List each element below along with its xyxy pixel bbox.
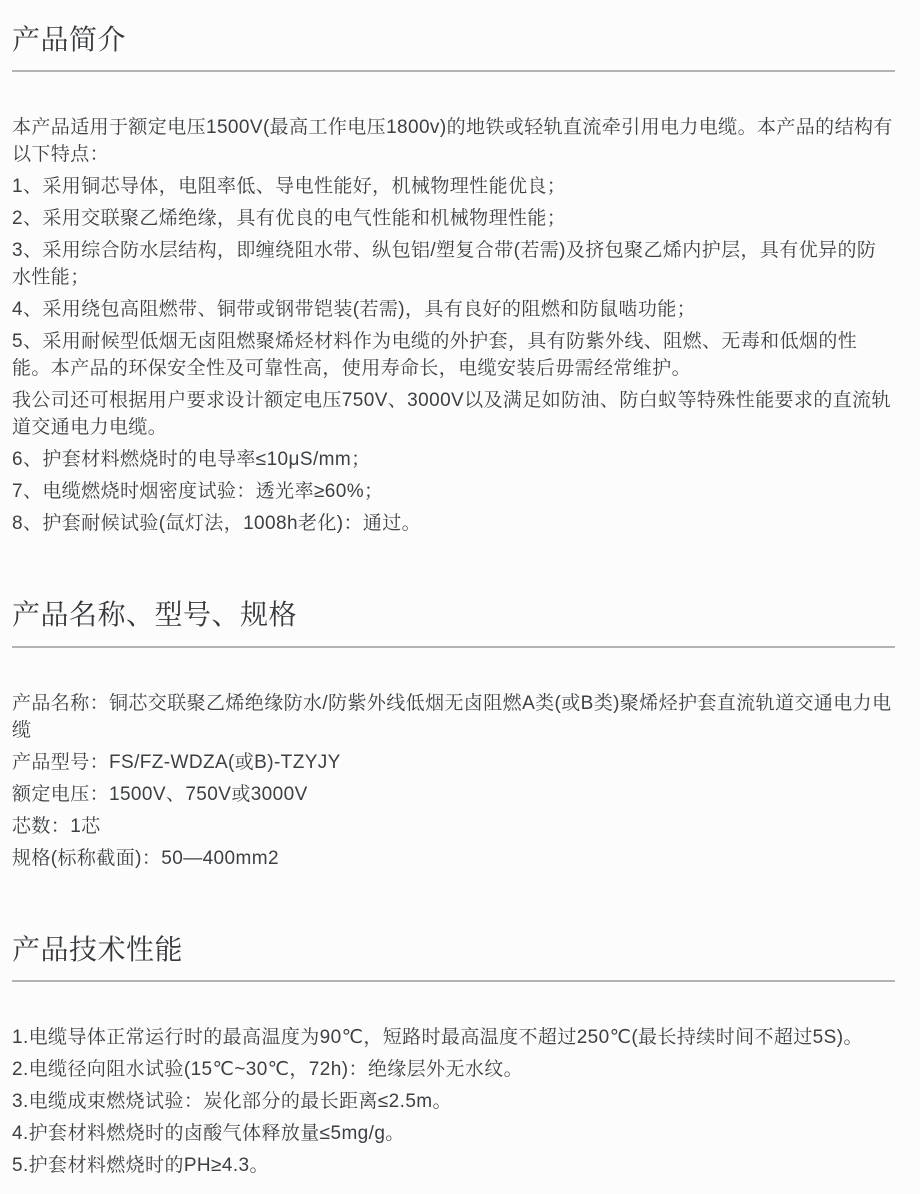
section-body-product-intro	[12, 114, 895, 537]
section-title-product-intro: 产品简介	[12, 14, 895, 72]
spec-product-name: 产品名称：铜芯交联聚乙烯绝缘防水/防紫外线低烟无卤阻燃A类(或B类)聚烯烃护套直流轨道交通电力电缆	[12, 692, 892, 741]
list-item: 1、采用铜芯导体，电阻率低、导电性能好，机械物理性能优良；	[12, 176, 567, 198]
list-item: 4、采用绕包高阻燃带、铜带或钢带铠装(若需)，具有良好的阻燃和防鼠啮功能；	[12, 299, 697, 321]
list-item: 2.电缆径向阻水试验(15℃~30℃，72h)：绝缘层外无水纹。	[12, 1059, 524, 1081]
section-title-name-model-spec: 产品名称、型号、规格	[12, 589, 895, 647]
list-item: 3.电缆成束燃烧试验：炭化部分的最长距离≤2.5m。	[12, 1091, 452, 1113]
spec-core-count: 芯数：1芯	[12, 815, 101, 837]
section-title-technical-performance: 产品技术性能	[12, 924, 895, 982]
list-item: 7、电缆燃烧时烟密度试验：透光率≥60%；	[12, 481, 384, 503]
spec-product-model: 产品型号：FS/FZ-WDZA(或B)-TZYJY	[12, 751, 341, 773]
spec-rated-voltage: 额定电压：1500V、750V或3000V	[12, 783, 308, 805]
list-item: 4.护套材料燃烧时的卤酸气体释放量≤5mg/g。	[12, 1123, 405, 1145]
list-item: 3、采用综合防水层结构，即缠绕阻水带、纵包铝/塑复合带(若需)及挤包聚乙烯内护层，具有优异的防水性能；	[12, 240, 877, 289]
section-name-model-spec	[12, 589, 895, 871]
paragraph: 本产品适用于额定电压1500V(最高工作电压1800v)的地铁或轻轨直流牵引用电力电缆。本产品的结构有以下特点：	[12, 117, 893, 166]
list-item: 5.护套材料燃烧时的PH≥4.3。	[12, 1155, 269, 1177]
section-technical-performance	[12, 924, 895, 1179]
section-body-technical-performance	[12, 1024, 895, 1179]
paragraph: 我公司还可根据用户要求设计额定电压750V、3000V以及满足如防油、防白蚁等特殊性能要求的直流轨道交通电力电缆。	[12, 390, 891, 439]
list-item: 6、护套材料燃烧时的电导率≤10μS/mm；	[12, 449, 371, 471]
list-item: 5、采用耐候型低烟无卤阻燃聚烯烃材料作为电缆的外护套，具有防紫外线、阻燃、无毒和低烟的性能。本产品的环保安全性及可靠性高，使用寿命长，电缆安装后毋需经常维护。	[12, 331, 858, 380]
list-item: 1.电缆导体正常运行时的最高温度为90℃，短路时最高温度不超过250℃(最长持续时间不超过5S)。	[12, 1027, 863, 1049]
list-item: 8、护套耐候试验(氙灯法，1008h老化)：通过。	[12, 513, 422, 535]
spec-cross-section: 规格(标称截面)：50—400mm2	[12, 847, 279, 869]
section-product-intro	[12, 14, 895, 537]
section-body-name-model-spec	[12, 690, 895, 872]
list-item: 2、采用交联聚乙烯绝缘，具有优良的电气性能和机械物理性能；	[12, 208, 567, 230]
